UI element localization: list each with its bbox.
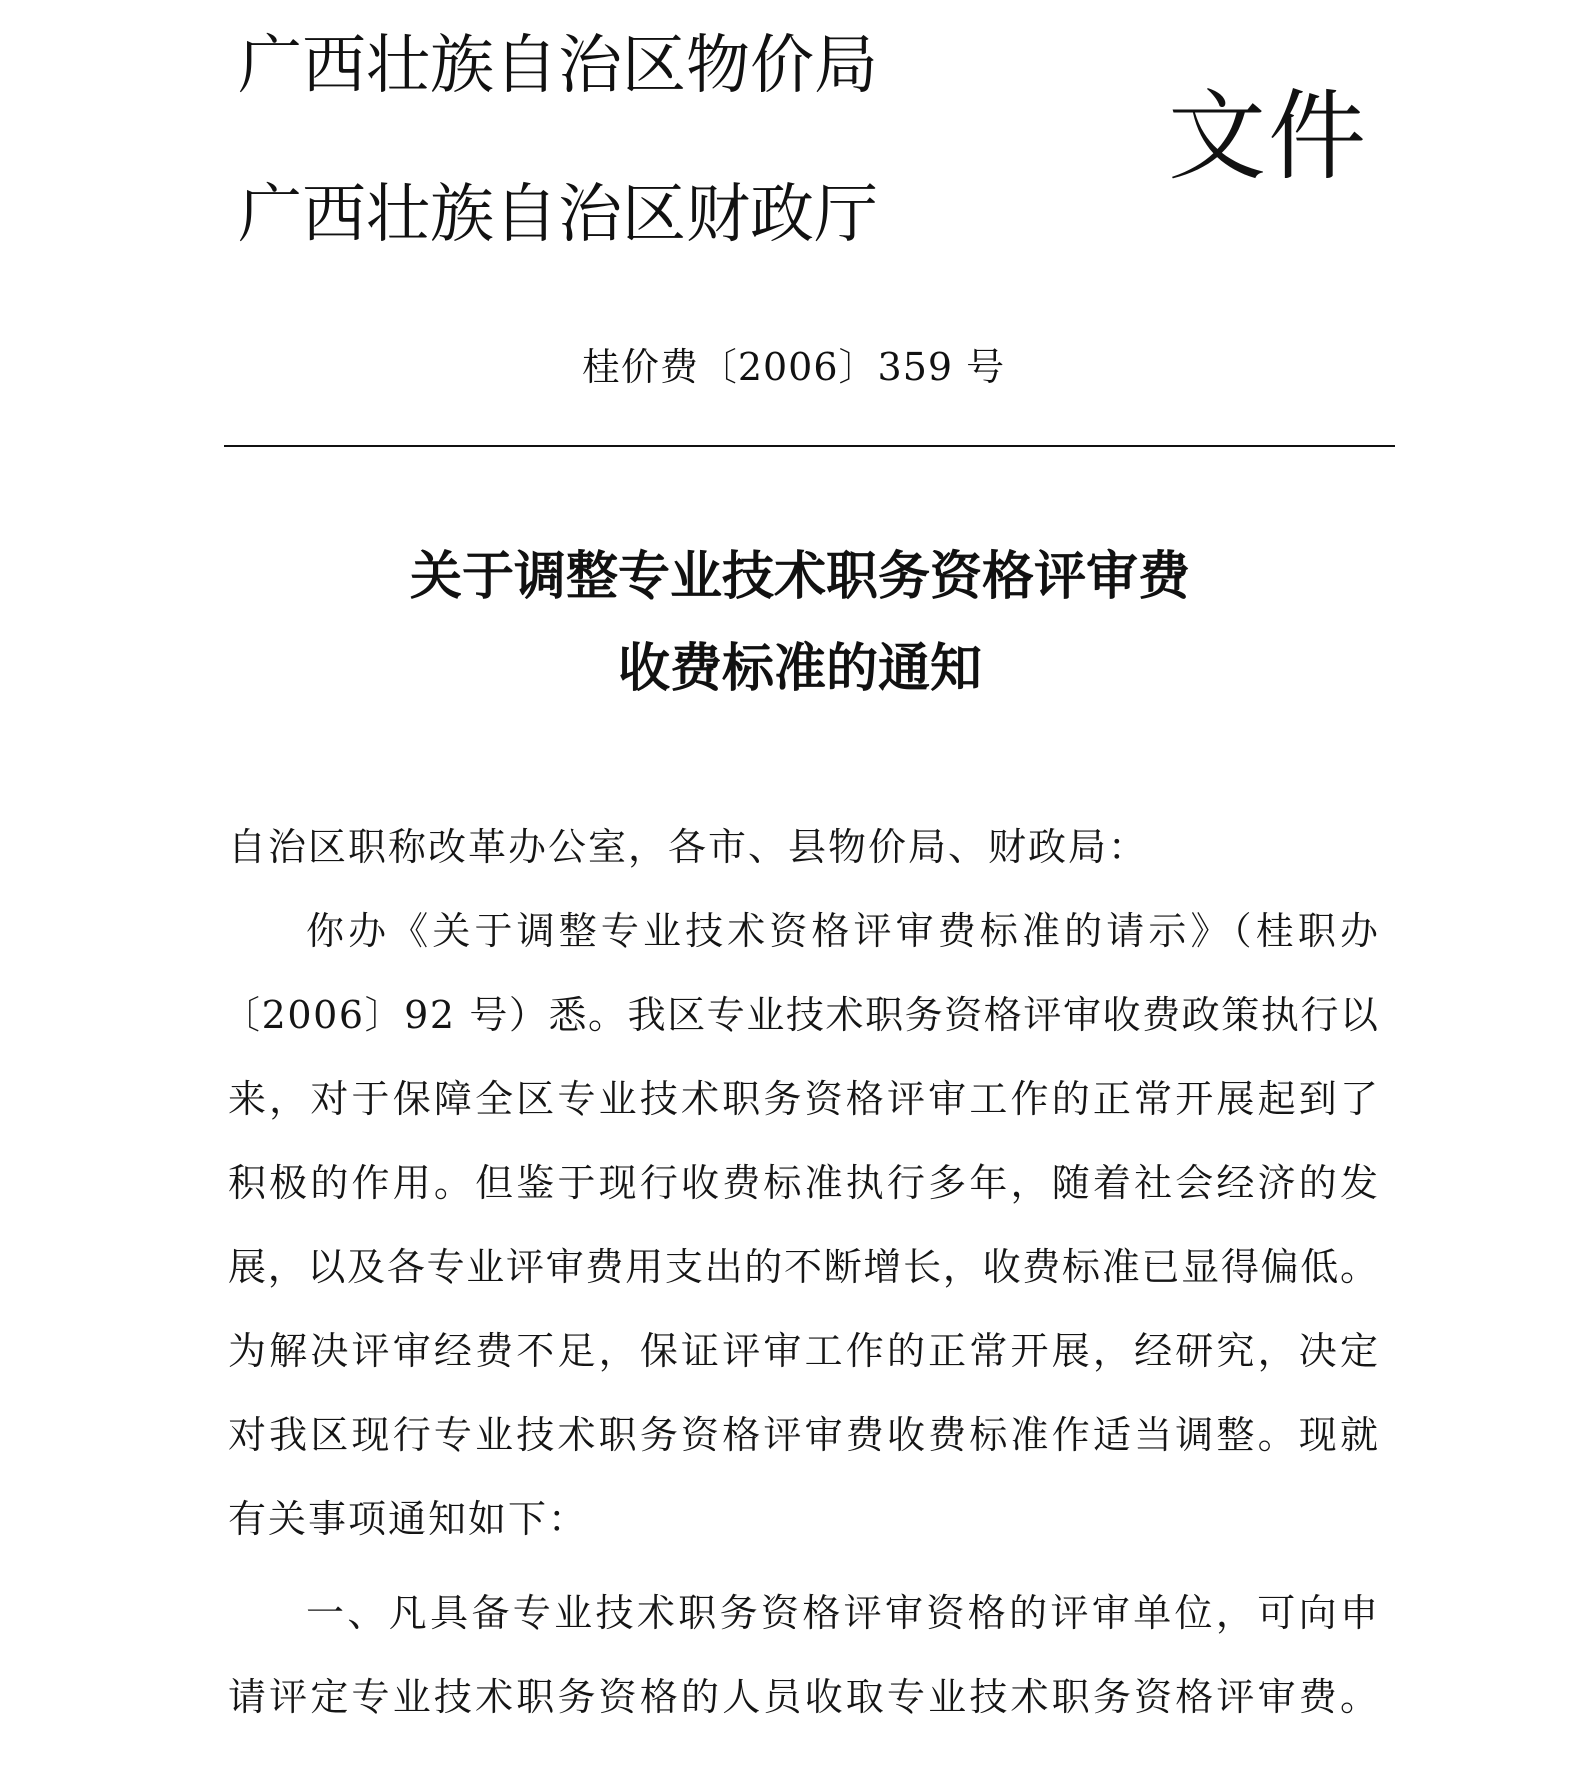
body-line: 对我区现行专业技术职务资格评审费收费标准作适当调整。现就 [228, 1413, 1382, 1457]
body-line: 为解决评审经费不足，保证评审工作的正常开展，经研究，决定 [228, 1329, 1382, 1373]
issuer-finance-department: 广西壮族自治区财政厅 [238, 178, 878, 252]
document-type-label: 文件 [1168, 80, 1369, 194]
body-line: 一、凡具备专业技术职务资格评审资格的评审单位，可向申 [306, 1591, 1382, 1635]
body-line: 展，以及各专业评审费用支出的不断增长，收费标准已显得偏低。 [228, 1245, 1380, 1289]
document-title-line-1: 关于调整专业技术职务资格评审费 [409, 547, 1190, 607]
document-number: 桂价费〔2006〕359 号 [581, 345, 1006, 389]
body-line: 来，对于保障全区专业技术职务资格评审工作的正常开展起到了 [228, 1077, 1382, 1121]
body-line: 有关事项通知如下： [228, 1497, 589, 1541]
body-line: 积极的作用。但鉴于现行收费标准执行多年，随着社会经济的发 [228, 1161, 1382, 1205]
body-line: 〔2006〕92 号）悉。我区专业技术职务资格评审收费政策执行以 [222, 993, 1380, 1037]
salutation: 自治区职称改革办公室，各市、县物价局、财政局： [228, 825, 1149, 869]
document-title-line-2: 收费标准的通知 [617, 639, 982, 699]
body-line: 你办《关于调整专业技术资格评审费标准的请示》（桂职办 [306, 909, 1383, 953]
body-line: 请评定专业技术职务资格的人员收取专业技术职务资格评审费。 [228, 1675, 1382, 1719]
header-divider [224, 445, 1395, 447]
issuer-price-bureau: 广西壮族自治区物价局 [238, 29, 878, 103]
